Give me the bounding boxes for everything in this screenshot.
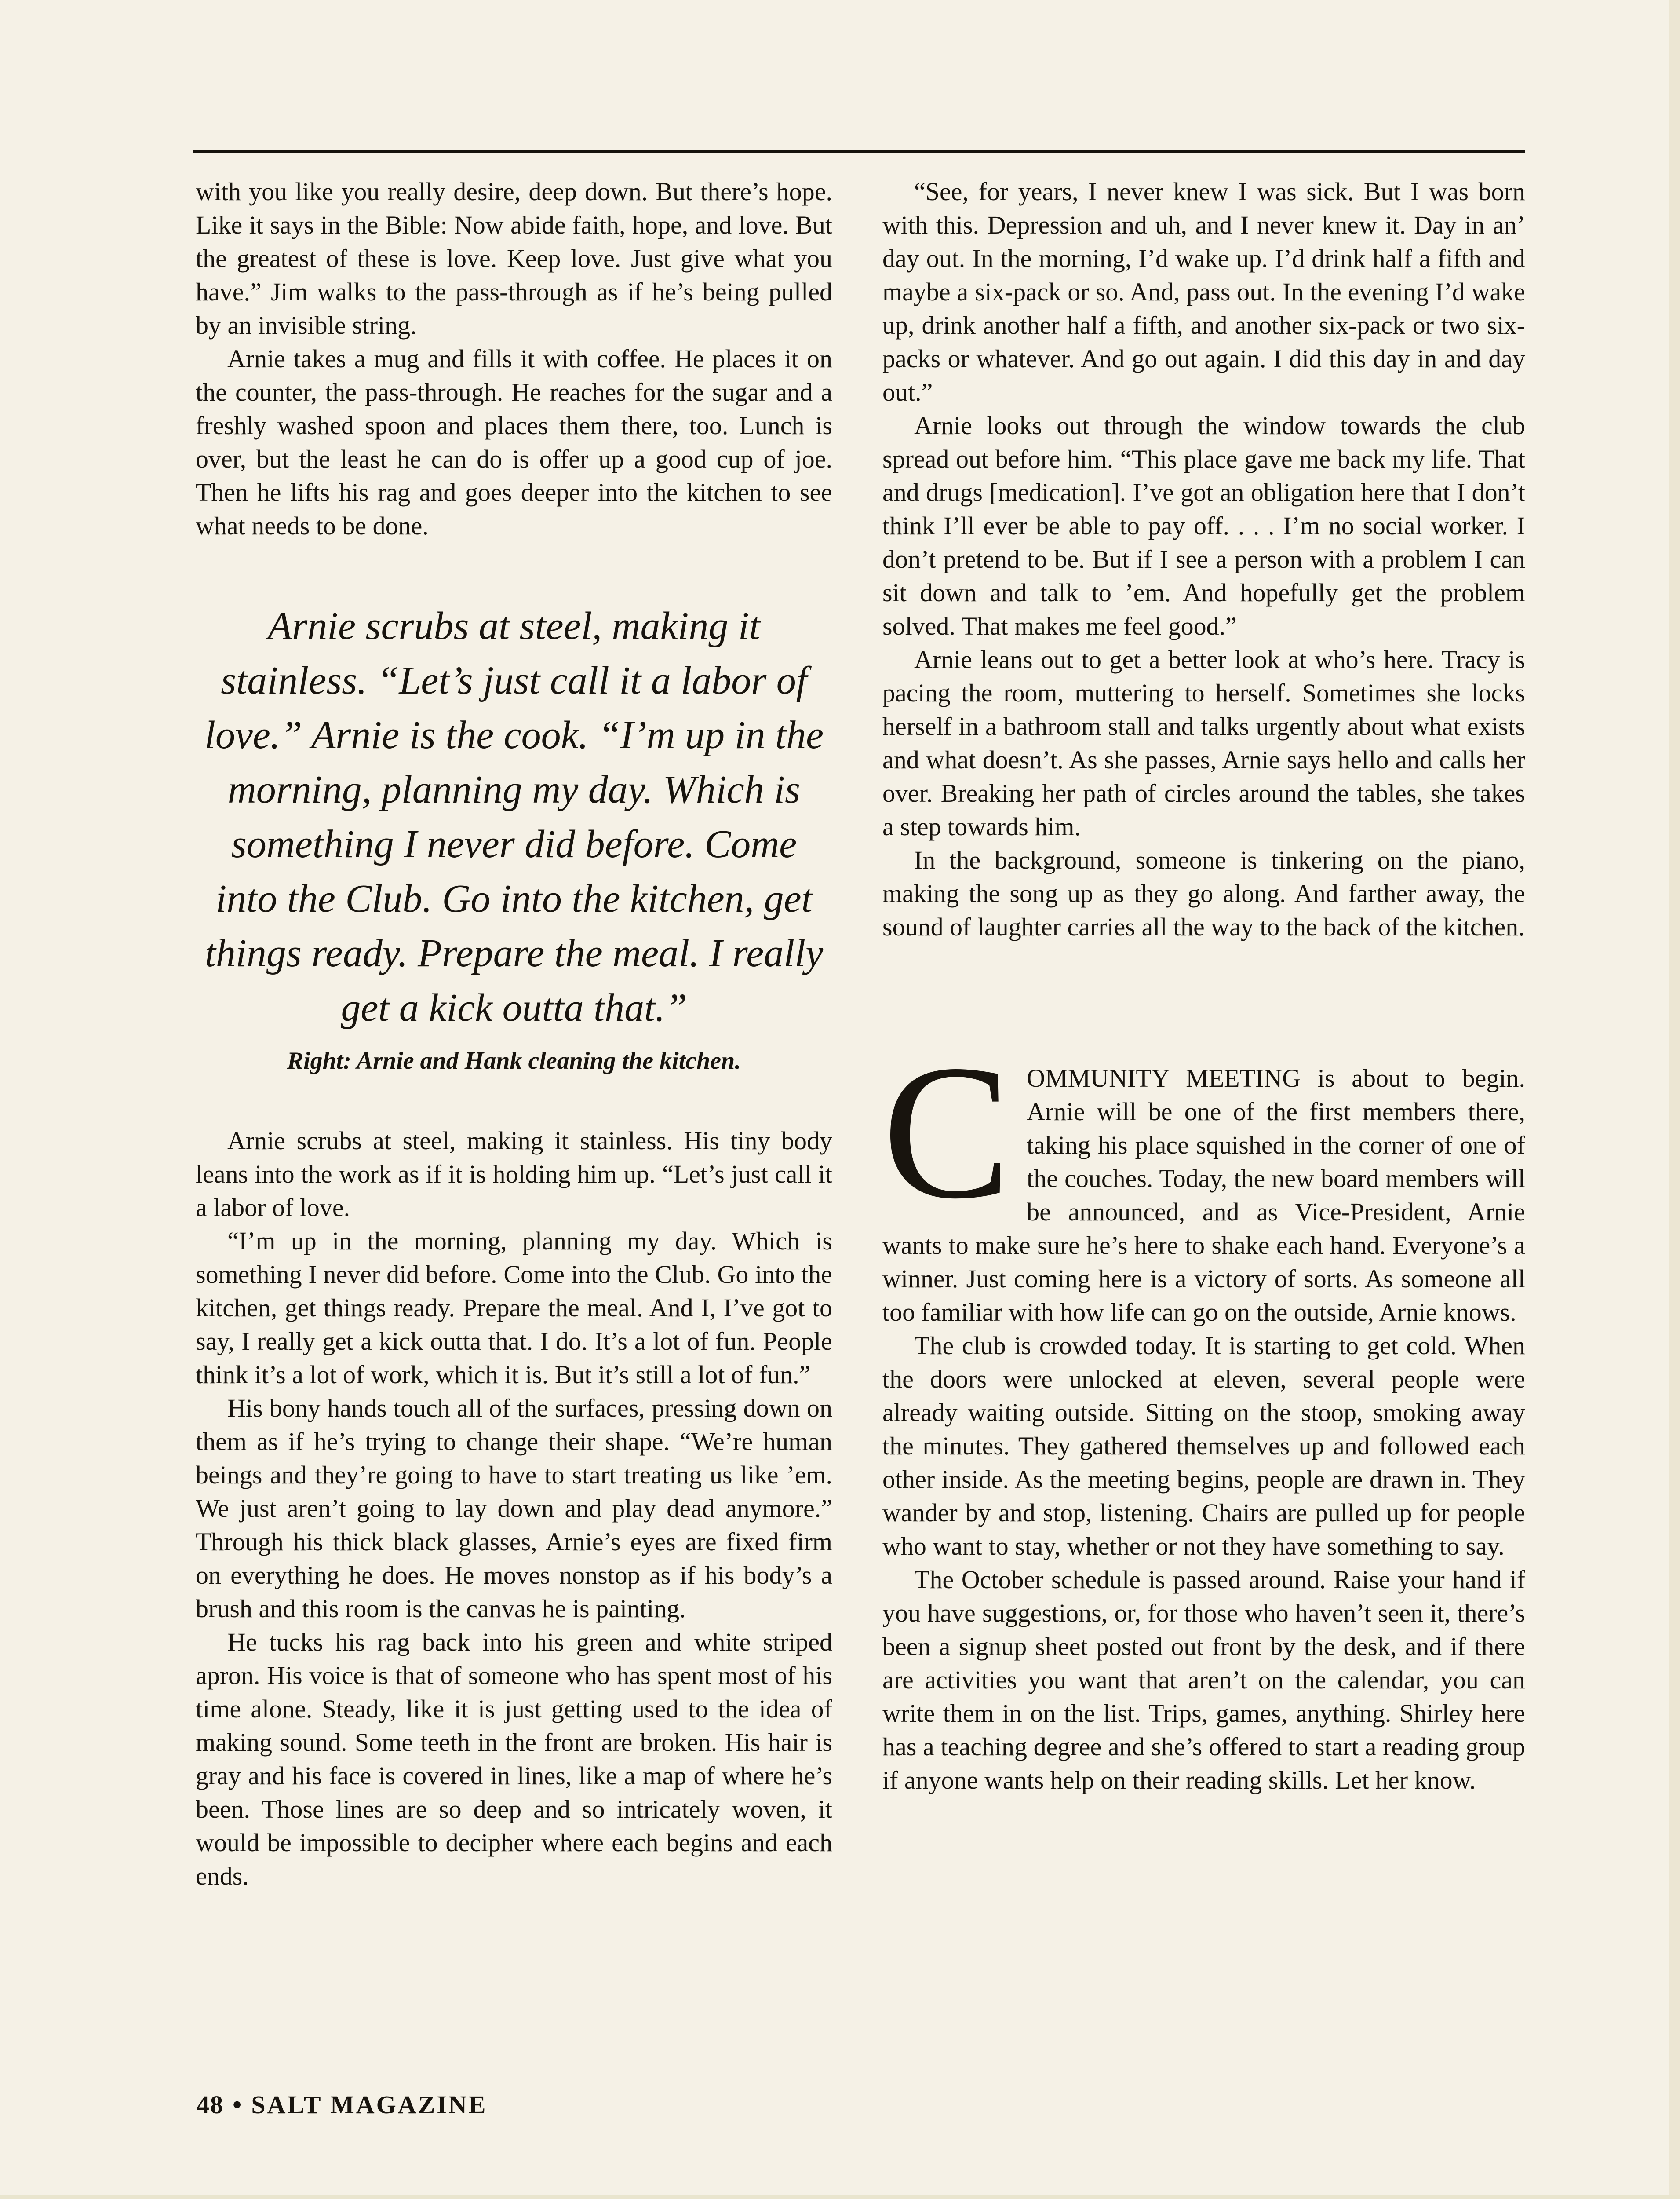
body-paragraph: “See, for years, I never knew I was sick. But I was born with this. Depression and uh, and I never knew it. Day in an’ day out. In the morning, I’d wake up. I’d drink half a fifth and maybe a six-pack or so. And, pass out. In the evening I’d wake up, drink another half a fifth, and another six-pack or two six-packs or whatever. And go out again. I did this day in and day out.”	[882, 177, 1525, 406]
body-paragraph: The club is crowded today. It is starting to get cold. When the doors were unlocked at eleven, several people were already waiting outside. Sitting on the stoop, smoking away the minutes. They gathered themselves up and followed each other inside. As the meeting begins, people are drawn in. They wander by and stop, listening. Chairs are pulled up for people who want to stay, whether or not they have something to say.	[882, 1331, 1525, 1560]
bullet-separator: •	[233, 2090, 243, 2119]
page-footer	[197, 2090, 487, 2119]
scan-edge-bottom	[0, 2195, 1680, 2199]
body-paragraph: “I’m up in the morning, planning my day. Which is something I never did before. Come into the Club. Go into the kitchen, get things ready. Prepare the meal. And I, I’ve got to say, I really get a kick outta that. I do. It’s a lot of fun. People think it’s a lot of work, which it is. But it’s still a lot of fun.”	[196, 1227, 832, 1389]
photo-caption: Right: Arnie and Hank cleaning the kitchen.	[287, 1047, 741, 1074]
body-paragraph: Arnie looks out through the window towards the club spread out before him. “This place gave me back my life. That and drugs [medication]. I’ve got an obligation here that I don’t think I’ll ever be able to pay off. . . . I’m no social worker. I don’t pretend to be. But if I see a person with a problem I can sit down and talk to ’em. And hopefully get the problem solved. That makes me feel good.”	[882, 411, 1525, 640]
body-paragraph: with you like you really desire, deep down. But there’s hope. Like it says in the Bible: Now abide faith, hope, and love. But the greatest of these is love. Keep love. Just give what you have.” Jim walks to the pass-through as if he’s being pulled by an invisible string.	[196, 177, 832, 340]
magazine-title: SALT MAGAZINE	[251, 2090, 488, 2119]
body-paragraph: His bony hands touch all of the surfaces, pressing down on them as if he’s trying to change their shape. “We’re human beings and they’re going to have to start treating us like ’em. We just aren’t going to lay down and play dead anymore.” Through his thick black glasses, Arnie’s eyes are fixed firm on everything he does. He moves nonstop as if his body’s a brush and this room is the canvas he is painting.	[196, 1394, 832, 1623]
drop-cap-letter: C	[882, 1025, 1011, 1238]
body-paragraph: In the background, someone is tinkering on the piano, making the song up as they go along. And farther away, the sound of laughter carries all the way to the back of the kitchen.	[882, 846, 1525, 941]
left-column	[196, 175, 832, 1893]
body-paragraph: Arnie takes a mug and fills it with coffee. He places it on the counter, the pass-through. He reaches for the sugar and a freshly washed spoon and places them there, too. Lunch is over, but the least he can do is offer up a good cup of joe. Then he lifts his rag and goes deeper into the kitchen to see what needs to be done.	[196, 344, 832, 540]
lead-paragraph-text: OMMUNITY MEETING is about to begin. Arnie will be one of the first members there, taking his place squished in the corner of one of the couches. Today, the new board members will be announced, and as Vice-President, Arnie wants to make sure he’s here to shake each hand. Everyone’s a winner. Just coming here is a victory of sorts. As someone all too familiar with how life can go on the outside, Arnie knows.	[882, 1064, 1525, 1326]
pull-quote: Arnie scrubs at steel, making it stainless. “Let’s just call it a labor of love.” Arnie is the cook. “I’m up in the morning, planning my day. Which is something I never did before. Come into the Club. Go into the kitchen, get things ready. Prepare the meal. I really get a kick outta that.”	[204, 604, 824, 1030]
scan-edge-right	[1669, 0, 1680, 2199]
right-column	[882, 175, 1525, 1797]
body-paragraph: Arnie scrubs at steel, making it stainless. His tiny body leans into the work as if it is holding him up. “Let’s just call it a labor of love.	[196, 1126, 832, 1222]
lead-paragraph	[882, 1025, 1525, 1329]
body-paragraph: He tucks his rag back into his green and white striped apron. His voice is that of someone who has spent most of his time alone. Steady, like it is just getting used to the idea of making sound. Some teeth in the front are broken. His hair is gray and his face is covered in lines, like a map of where he’s been. Those lines are so deep and so intricately woven, it would be impossible to decipher where each begins and each ends.	[196, 1628, 832, 1890]
page-number: 48	[197, 2090, 224, 2119]
section-divider-rule	[193, 150, 1525, 153]
body-paragraph: Arnie leans out to get a better look at who’s here. Tracy is pacing the room, muttering to herself. Sometimes she locks herself in a bathroom stall and talks urgently about what exists and what doesn’t. As she passes, Arnie says hello and calls her over. Breaking her path of circles around the tables, she takes a step towards him.	[882, 645, 1525, 841]
community-meeting-section	[882, 1025, 1525, 1797]
body-paragraph: The October schedule is passed around. Raise your hand if you have suggestions, or, for those who haven’t seen it, there’s been a signup sheet posted out front by the desk, and if there are activities you want that aren’t on the calendar, you can write them in on the list. Trips, games, anything. Shirley here has a teaching degree and she’s offered to start a reading group if anyone wants help on their reading skills. Let her know.	[882, 1565, 1525, 1794]
